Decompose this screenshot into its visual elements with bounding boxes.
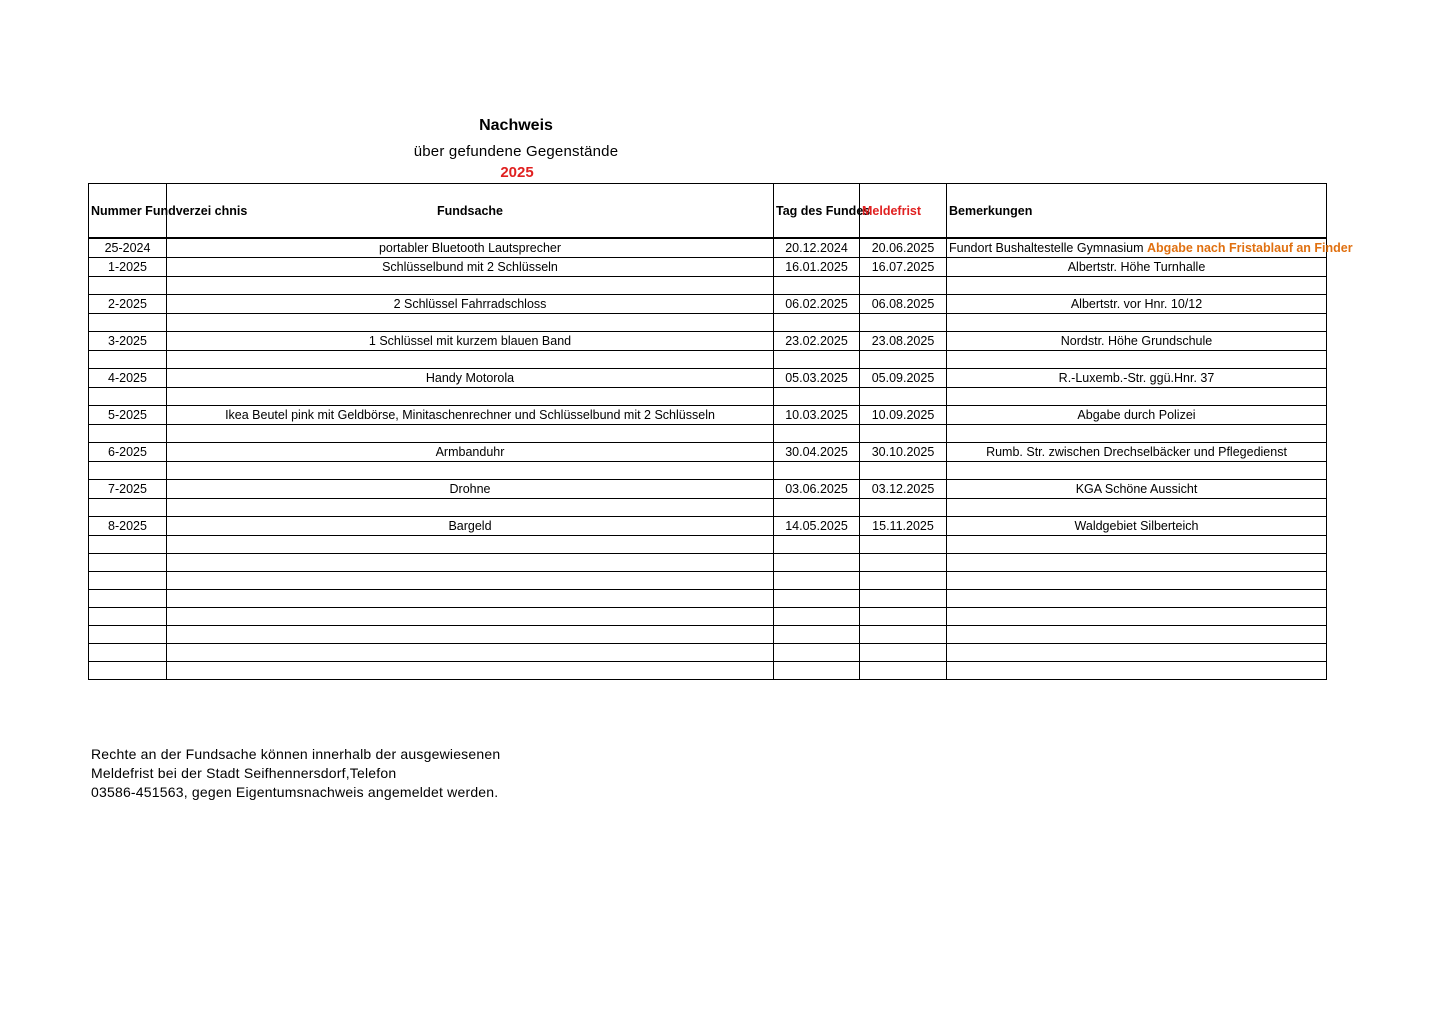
cell-remarks — [947, 626, 1327, 644]
cell-deadline: 16.07.2025 — [860, 258, 947, 277]
cell-number: 7-2025 — [89, 480, 167, 499]
table-header-row — [89, 184, 1327, 239]
cell-remarks — [947, 499, 1327, 517]
cell-remarks — [947, 644, 1327, 662]
cell-remarks — [947, 536, 1327, 554]
cell-item: Armbanduhr — [167, 443, 774, 462]
table-row — [89, 406, 1327, 425]
table-row — [89, 662, 1327, 680]
cell-date — [774, 626, 860, 644]
cell-date: 16.01.2025 — [774, 258, 860, 277]
table-row — [89, 425, 1327, 443]
cell-deadline: 15.11.2025 — [860, 517, 947, 536]
cell-number: 25-2024 — [89, 238, 167, 258]
cell-deadline — [860, 314, 947, 332]
cell-deadline — [860, 626, 947, 644]
document-subtitle: über gefundene Gegenstände — [413, 143, 619, 160]
footer-line: 03586-451563, gegen Eigentumsnachweis angemeldet werden. — [91, 784, 499, 800]
cell-deadline — [860, 590, 947, 608]
cell-item: Drohne — [167, 480, 774, 499]
remark-highlight: Abgabe nach Fristablauf an Finder — [1147, 241, 1353, 255]
header-item: Fundsache — [167, 184, 774, 239]
footer-line: Rechte an der Fundsache können innerhalb der ausgewiesenen — [91, 746, 501, 762]
cell-number: 4-2025 — [89, 369, 167, 388]
cell-date: 20.12.2024 — [774, 238, 860, 258]
cell-number — [89, 590, 167, 608]
table-body — [89, 238, 1353, 680]
cell-deadline — [860, 388, 947, 406]
cell-date — [774, 314, 860, 332]
cell-deadline: 10.09.2025 — [860, 406, 947, 425]
cell-number — [89, 314, 167, 332]
cell-date: 14.05.2025 — [774, 517, 860, 536]
cell-deadline: 30.10.2025 — [860, 443, 947, 462]
cell-deadline: 03.12.2025 — [860, 480, 947, 499]
cell-date — [774, 554, 860, 572]
cell-date — [774, 351, 860, 369]
table-row — [89, 277, 1327, 295]
table-row — [89, 388, 1327, 406]
cell-number — [89, 554, 167, 572]
cell-deadline — [860, 662, 947, 680]
cell-remarks — [947, 277, 1327, 295]
cell-date — [774, 572, 860, 590]
header-number: Nummer Fundverzei chnis — [89, 184, 167, 239]
table-row — [89, 314, 1327, 332]
cell-item — [167, 351, 774, 369]
cell-date — [774, 608, 860, 626]
cell-date — [774, 536, 860, 554]
cell-date: 03.06.2025 — [774, 480, 860, 499]
cell-item — [167, 425, 774, 443]
cell-item: Schlüsselbund mit 2 Schlüsseln — [167, 258, 774, 277]
cell-deadline: 20.06.2025 — [860, 238, 947, 258]
cell-deadline — [860, 554, 947, 572]
cell-number — [89, 626, 167, 644]
cell-remarks — [947, 388, 1327, 406]
header-remarks: Bemerkungen — [947, 184, 1327, 239]
cell-deadline — [860, 277, 947, 295]
cell-number: 8-2025 — [89, 517, 167, 536]
cell-number: 6-2025 — [89, 443, 167, 462]
cell-number — [89, 536, 167, 554]
table-row — [89, 590, 1327, 608]
cell-date — [774, 277, 860, 295]
table-row — [89, 295, 1327, 314]
cell-remarks — [947, 590, 1327, 608]
cell-deadline — [860, 425, 947, 443]
header-date: Tag des Fundes — [774, 184, 860, 239]
found-items-table — [88, 183, 1353, 680]
cell-number: 3-2025 — [89, 332, 167, 351]
cell-deadline — [860, 608, 947, 626]
cell-item — [167, 277, 774, 295]
cell-number — [89, 572, 167, 590]
cell-date — [774, 425, 860, 443]
table-row — [89, 443, 1327, 462]
cell-remarks: Rumb. Str. zwischen Drechselbäcker und Pflegedienst — [947, 443, 1327, 462]
cell-date: 06.02.2025 — [774, 295, 860, 314]
table-row — [89, 536, 1327, 554]
cell-date — [774, 644, 860, 662]
cell-deadline — [860, 462, 947, 480]
cell-date — [774, 662, 860, 680]
cell-date — [774, 590, 860, 608]
cell-remarks: Abgabe durch Polizei — [947, 406, 1327, 425]
cell-deadline — [860, 572, 947, 590]
cell-item — [167, 314, 774, 332]
table-row — [89, 644, 1327, 662]
cell-date: 30.04.2025 — [774, 443, 860, 462]
cell-item — [167, 590, 774, 608]
cell-remarks — [947, 314, 1327, 332]
table-row — [89, 517, 1327, 536]
cell-item — [167, 499, 774, 517]
cell-item: Handy Motorola — [167, 369, 774, 388]
cell-item — [167, 554, 774, 572]
cell-remarks — [947, 572, 1327, 590]
cell-number — [89, 351, 167, 369]
cell-item — [167, 644, 774, 662]
table-row — [89, 572, 1327, 590]
cell-deadline — [860, 499, 947, 517]
cell-item: 1 Schlüssel mit kurzem blauen Band — [167, 332, 774, 351]
cell-item — [167, 388, 774, 406]
footer-note — [91, 745, 500, 802]
cell-item: Ikea Beutel pink mit Geldbörse, Minitaschenrechner und Schlüsselbund mit 2 Schlüsseln — [167, 406, 774, 425]
cell-number — [89, 608, 167, 626]
table-row — [89, 238, 1327, 258]
header-deadline: Meldefrist — [860, 184, 947, 239]
table-row — [89, 462, 1327, 480]
cell-date: 23.02.2025 — [774, 332, 860, 351]
cell-remarks — [947, 462, 1327, 480]
cell-item: Bargeld — [167, 517, 774, 536]
cell-number — [89, 388, 167, 406]
cell-remarks: R.-Luxemb.-Str. ggü.Hnr. 37 — [947, 369, 1327, 388]
cell-date — [774, 499, 860, 517]
remark-text: Fundort Bushaltestelle Gymnasium — [949, 241, 1148, 255]
cell-number: 2-2025 — [89, 295, 167, 314]
cell-deadline — [860, 536, 947, 554]
cell-remarks — [947, 662, 1327, 680]
cell-remarks: Albertstr. vor Hnr. 10/12 — [947, 295, 1327, 314]
footer-line: Meldefrist bei der Stadt Seifhennersdorf,Telefon — [91, 765, 397, 781]
table-row — [89, 351, 1327, 369]
table-row — [89, 369, 1327, 388]
document-title: Nachweis — [479, 117, 553, 134]
cell-number — [89, 277, 167, 295]
cell-remarks — [947, 351, 1327, 369]
cell-item: portabler Bluetooth Lautsprecher — [167, 238, 774, 258]
table-row — [89, 499, 1327, 517]
cell-remarks: KGA Schöne Aussicht — [947, 480, 1327, 499]
cell-item — [167, 662, 774, 680]
table-row — [89, 608, 1327, 626]
document-year: 2025 — [500, 164, 534, 181]
cell-remarks: Albertstr. Höhe Turnhalle — [947, 258, 1327, 277]
cell-remarks — [947, 608, 1327, 626]
cell-remarks — [947, 238, 1353, 258]
cell-remarks — [947, 425, 1327, 443]
cell-item — [167, 536, 774, 554]
cell-number — [89, 644, 167, 662]
cell-remarks — [947, 554, 1327, 572]
cell-deadline — [860, 351, 947, 369]
cell-date — [774, 388, 860, 406]
cell-number — [89, 425, 167, 443]
cell-deadline: 06.08.2025 — [860, 295, 947, 314]
cell-item — [167, 626, 774, 644]
cell-deadline: 23.08.2025 — [860, 332, 947, 351]
cell-item — [167, 462, 774, 480]
cell-number — [89, 462, 167, 480]
cell-deadline: 05.09.2025 — [860, 369, 947, 388]
cell-remarks: Nordstr. Höhe Grundschule — [947, 332, 1327, 351]
table-row — [89, 626, 1327, 644]
cell-deadline — [860, 644, 947, 662]
cell-remarks: Waldgebiet Silberteich — [947, 517, 1327, 536]
cell-date: 05.03.2025 — [774, 369, 860, 388]
cell-number: 5-2025 — [89, 406, 167, 425]
table-row — [89, 258, 1327, 277]
cell-item — [167, 572, 774, 590]
cell-number — [89, 662, 167, 680]
table-row — [89, 332, 1327, 351]
cell-date: 10.03.2025 — [774, 406, 860, 425]
cell-number: 1-2025 — [89, 258, 167, 277]
cell-item — [167, 608, 774, 626]
cell-number — [89, 499, 167, 517]
table-row — [89, 480, 1327, 499]
cell-date — [774, 462, 860, 480]
cell-item: 2 Schlüssel Fahrradschloss — [167, 295, 774, 314]
table-row — [89, 554, 1327, 572]
